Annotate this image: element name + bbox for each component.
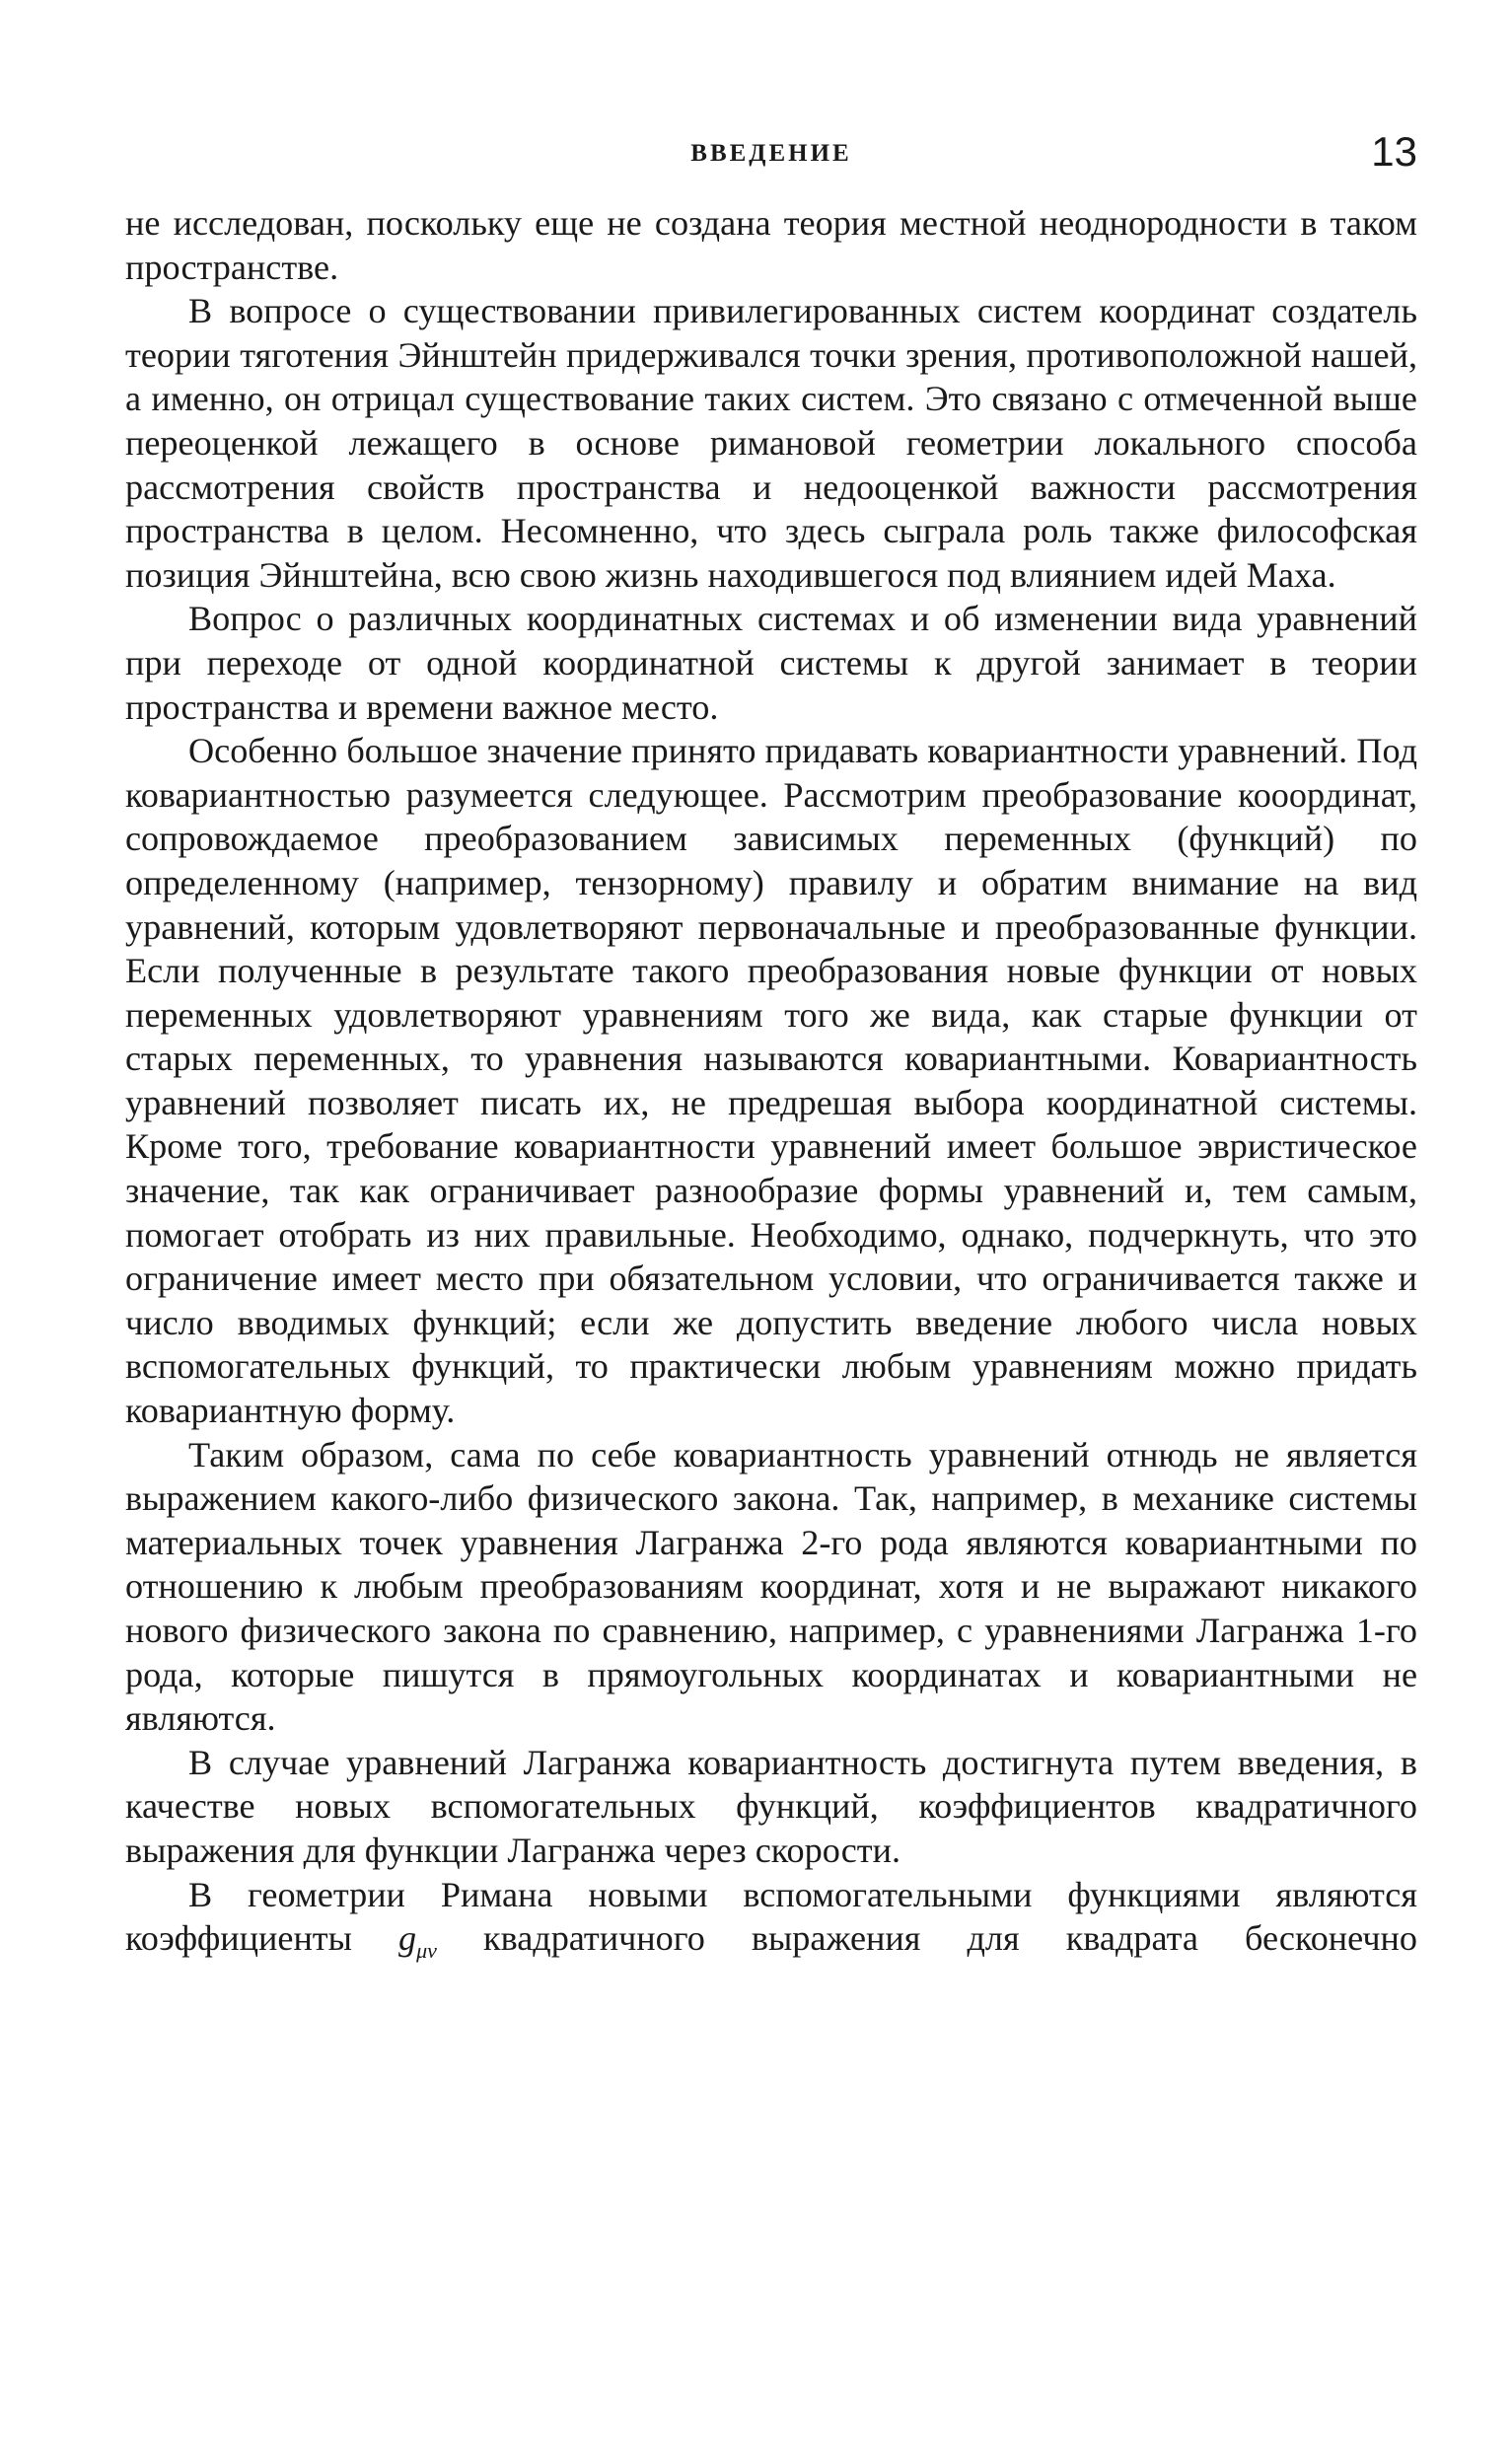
paragraph-riemann bbox=[125, 1873, 1417, 1974]
riemann-text-after: квадратичного выражения для квадрата бесконечно bbox=[436, 1918, 1417, 1959]
riemann-text-before: В геометрии Римана новыми вспомогательными функциями являются коэффициенты bbox=[125, 1874, 1417, 1959]
paragraph-coordinate-systems: Вопрос о различных координатных системах и об изменении вида уравнений при переходе от одной координатной системы к другой занимает в теории пространства и времени важное место. bbox=[125, 599, 1417, 727]
paragraph-covariance: Особенно большое значение принято придавать ковариантности уравнений. Под ковариантностью разумеется следующее. Рассмотрим преобразование кооординат, сопровождаемое преобразованием зависимых переменных (функций) по определенному (например, тензорному) правилу и обратим внимание на вид уравнений, которым удовлетворяют первоначальные и преобразованные функции. Если полученные в результате такого преобразования новые функции от новых переменных удовлетворяют уравнениям того же вида, как старые функции от старых переменных, то уравнения называются ковариантными. Ковариантность уравнений позволяет писать их, не предрешая выбора координатной системы. Кроме того, требование ковариантности уравнений имеет большое эвристическое значение, так как ограничивает разнообразие формы уравнений и, тем самым, помогает отобрать из них правильные. Необходимо, однако, подчеркнуть, что это ограничение имеет место при обязательном условии, что ограничивается также и число вводимых функций; если же допустить введение любого числа новых вспомогательных функций, то практически любым уравнениям можно придать ковариантную форму. bbox=[125, 731, 1417, 1431]
body-text bbox=[125, 201, 1417, 1974]
paragraph-continued: не исследован, поскольку еще не создана теория местной неоднородности в таком пространстве. bbox=[125, 203, 1417, 287]
metric-symbol: g bbox=[398, 1918, 417, 1959]
paragraph-lagrange: В случае уравнений Лагранжа ковариантность достигнута путем введения, в качестве новых вспомогательных функций, коэффициентов квадратичного выражения для функции Лагранжа через скорости. bbox=[125, 1742, 1417, 1870]
page-number: 13 bbox=[1371, 128, 1417, 175]
paragraph-covariance-not-law: Таким образом, сама по себе ковариантность уравнений отнюдь не является выражением какого-либо физического закона. Так, например, в механике системы материальных точек уравнения Лагранжа 2-го рода являются ковариантными по отношению к любым преобразованиям координат, хотя и не выражают никакого нового физического закона по сравнению, например, с уравнениями Лагранжа 1-го рода, которые пишутся в прямоугольных координатах и ковариантными не являются. bbox=[125, 1434, 1417, 1739]
running-title: ВВЕДЕНИЕ bbox=[690, 140, 852, 167]
book-page bbox=[125, 128, 1417, 1974]
metric-subscript: μν bbox=[416, 1938, 437, 1964]
running-head bbox=[125, 128, 1417, 187]
paragraph-privileged-systems: В вопросе о существовании привилегированных систем координат создатель теории тяготения Эйнштейн придерживался точки зрения, противоположной нашей, а именно, он отрицал существование таких систем. Это связано с отмеченной выше переоценкой лежащего в основе римановой геометрии локального способа рассмотрения свойств пространства и недооценкой важности рассмотрения пространства в целом. Несомненно, что здесь сыграла роль также философская позиция Эйнштейна, всю свою жизнь находившегося под влиянием идей Маха. bbox=[125, 291, 1417, 595]
